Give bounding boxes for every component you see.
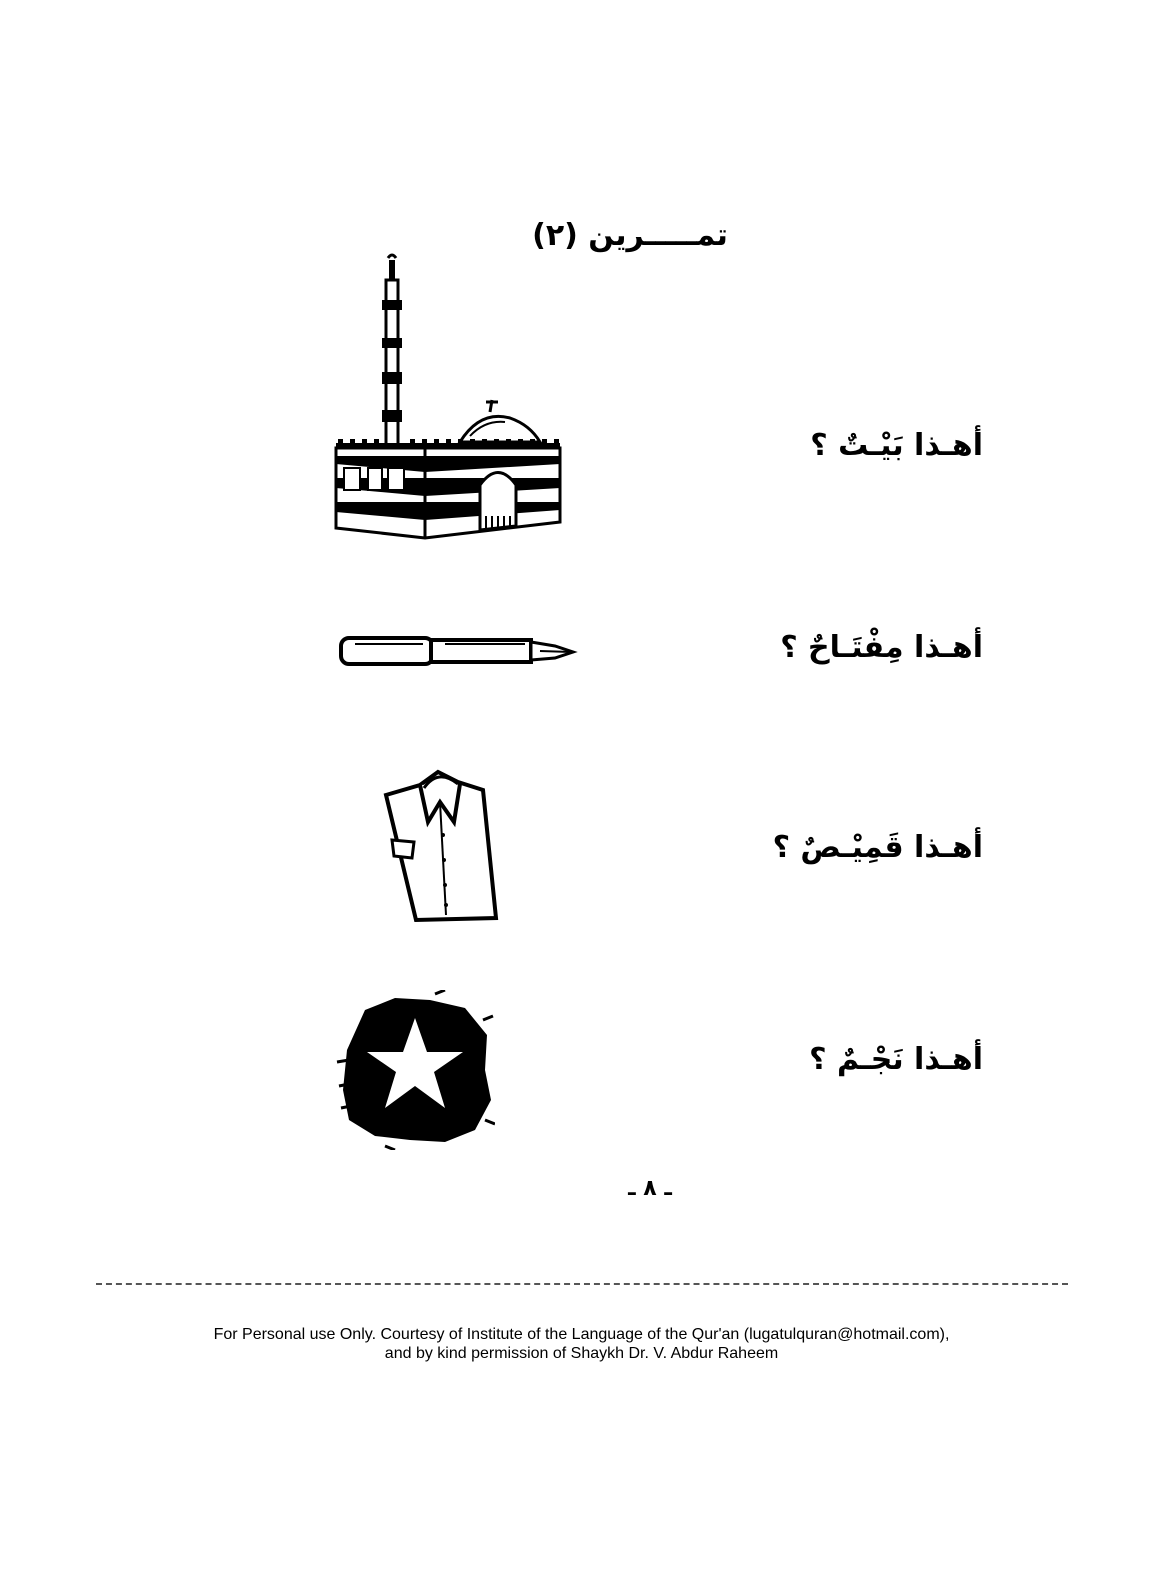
exercise-row-1 [0, 250, 1163, 550]
footer-line-2: and by kind permission of Shaykh Dr. V. Abdur Raheem [384, 1345, 779, 1362]
fountain-pen-icon [335, 628, 580, 678]
footer-line-1: For Personal use Only. Courtesy of Institute of the Language of the Qur'an (lugatulquran@hotmail.com), [213, 1326, 950, 1343]
question-2: أهـذا مِفْتَـاحٌ ؟ [780, 630, 983, 665]
page-title: تمـــــرين (٢) [532, 218, 728, 253]
star-icon [335, 990, 495, 1150]
mosque-icon [330, 250, 570, 545]
shirt-icon [378, 760, 503, 925]
exercise-row-2 [0, 610, 1163, 700]
footer [0, 1325, 1163, 1363]
divider [96, 1283, 1068, 1285]
question-1: أهـذا بَيْـتٌ ؟ [810, 428, 983, 463]
exercise-row-3 [0, 760, 1163, 930]
question-4: أهـذا نَجْـمٌ ؟ [809, 1042, 983, 1077]
question-3: أهـذا قَمِيْـصٌ ؟ [772, 830, 983, 865]
exercise-row-4 [0, 990, 1163, 1150]
page-number: ـ ٨ ـ [628, 1176, 672, 1201]
